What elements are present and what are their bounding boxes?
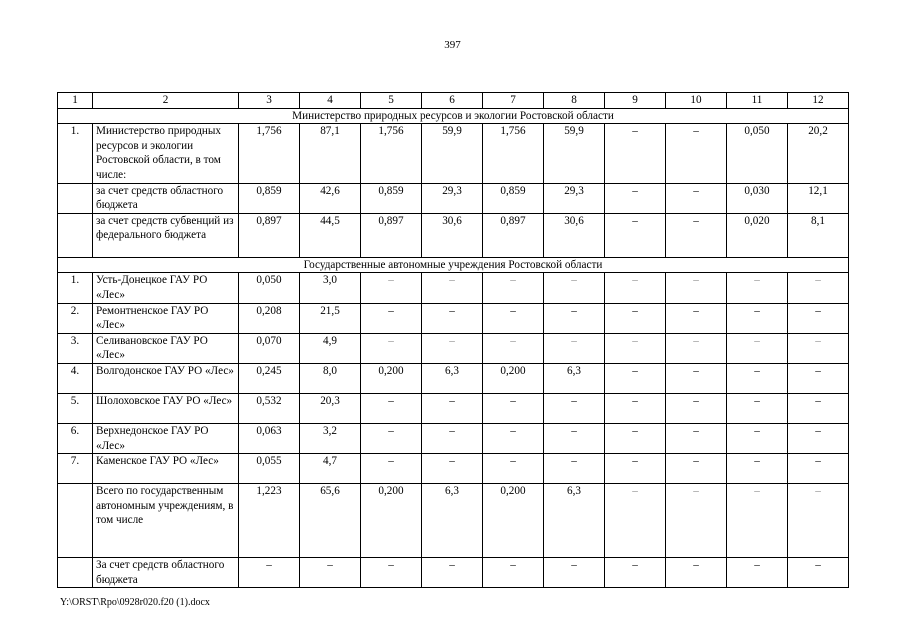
column-number-cell: 8: [544, 93, 605, 109]
value-cell: 0,200: [483, 363, 544, 393]
column-number-cell: 2: [93, 93, 239, 109]
table-row: [58, 124, 849, 183]
value-cell: –: [666, 303, 727, 333]
value-cell: –: [727, 454, 788, 484]
value-cell: 0,897: [239, 213, 300, 257]
value-cell: 87,1: [300, 124, 361, 183]
value-cell: –: [544, 454, 605, 484]
value-cell: –: [788, 363, 849, 393]
value-cell: –: [422, 558, 483, 588]
value-cell: –: [422, 303, 483, 333]
value-cell: –: [605, 183, 666, 213]
value-cell: –: [605, 273, 666, 303]
value-cell: 8,1: [788, 213, 849, 257]
table-row: [58, 183, 849, 213]
value-cell: –: [788, 333, 849, 363]
row-name: Селивановское ГАУ РО «Лес»: [93, 333, 239, 363]
row-name: Усть-Донецкое ГАУ РО «Лес»: [93, 273, 239, 303]
value-cell: 65,6: [300, 484, 361, 558]
value-cell: 0,859: [361, 183, 422, 213]
value-cell: –: [483, 333, 544, 363]
value-cell: –: [727, 303, 788, 333]
value-cell: –: [544, 273, 605, 303]
row-name: Волгодонское ГАУ РО «Лес»: [93, 363, 239, 393]
value-cell: –: [544, 558, 605, 588]
value-cell: –: [727, 333, 788, 363]
value-cell: –: [483, 303, 544, 333]
value-cell: 0,532: [239, 393, 300, 423]
column-number-cell: 3: [239, 93, 300, 109]
value-cell: –: [483, 423, 544, 453]
value-cell: –: [483, 393, 544, 423]
value-cell: –: [605, 423, 666, 453]
value-cell: 3,2: [300, 423, 361, 453]
value-cell: –: [422, 423, 483, 453]
row-name: За счет средств областного бюджета: [93, 558, 239, 588]
value-cell: 4,9: [300, 333, 361, 363]
value-cell: 30,6: [544, 213, 605, 257]
row-number: [58, 183, 93, 213]
value-cell: –: [605, 454, 666, 484]
column-number-cell: 9: [605, 93, 666, 109]
value-cell: 0,063: [239, 423, 300, 453]
value-cell: –: [727, 484, 788, 558]
value-cell: –: [605, 213, 666, 257]
value-cell: –: [544, 303, 605, 333]
value-cell: 29,3: [544, 183, 605, 213]
value-cell: –: [666, 273, 727, 303]
value-cell: 1,756: [239, 124, 300, 183]
value-cell: –: [788, 303, 849, 333]
value-cell: –: [544, 393, 605, 423]
value-cell: –: [788, 558, 849, 588]
table-row: [58, 484, 849, 558]
value-cell: –: [361, 558, 422, 588]
value-cell: 0,245: [239, 363, 300, 393]
value-cell: 30,6: [422, 213, 483, 257]
value-cell: –: [544, 333, 605, 363]
table-row: [58, 363, 849, 393]
value-cell: 1,223: [239, 484, 300, 558]
value-cell: 3,0: [300, 273, 361, 303]
value-cell: –: [666, 213, 727, 257]
value-cell: 0,200: [361, 363, 422, 393]
value-cell: –: [483, 454, 544, 484]
footer-file-path: Y:\ORST\Rpo\0928r020.f20 (1).docx: [60, 597, 210, 608]
table-row: [58, 273, 849, 303]
value-cell: –: [666, 484, 727, 558]
value-cell: –: [666, 423, 727, 453]
row-number: [58, 484, 93, 558]
value-cell: –: [788, 423, 849, 453]
row-name: Верхнедонское ГАУ РО «Лес»: [93, 423, 239, 453]
value-cell: –: [727, 273, 788, 303]
value-cell: 20,3: [300, 393, 361, 423]
table-row: [58, 303, 849, 333]
value-cell: –: [666, 363, 727, 393]
value-cell: 21,5: [300, 303, 361, 333]
row-number: 6.: [58, 423, 93, 453]
table-row: [58, 213, 849, 257]
page-number: 397: [444, 39, 461, 51]
column-number-cell: 10: [666, 93, 727, 109]
value-cell: –: [666, 393, 727, 423]
value-cell: –: [727, 393, 788, 423]
section-title: Министерство природных ресурсов и экологии Ростовской области: [58, 108, 849, 124]
row-name: Ремонтненское ГАУ РО «Лес»: [93, 303, 239, 333]
value-cell: 0,050: [239, 273, 300, 303]
table-row: [58, 558, 849, 588]
table-row: [58, 423, 849, 453]
value-cell: –: [361, 333, 422, 363]
value-cell: –: [300, 558, 361, 588]
row-name: за счет средств областного бюджета: [93, 183, 239, 213]
row-number: 4.: [58, 363, 93, 393]
value-cell: 0,859: [239, 183, 300, 213]
row-number: 5.: [58, 393, 93, 423]
value-cell: 0,030: [727, 183, 788, 213]
column-number-row: [58, 93, 849, 109]
value-cell: 1,756: [361, 124, 422, 183]
value-cell: –: [605, 333, 666, 363]
column-number-cell: 12: [788, 93, 849, 109]
value-cell: 0,050: [727, 124, 788, 183]
section-title-row: [58, 257, 849, 273]
table-row: [58, 333, 849, 363]
table-row: [58, 393, 849, 423]
value-cell: –: [422, 393, 483, 423]
value-cell: 0,859: [483, 183, 544, 213]
value-cell: –: [788, 484, 849, 558]
value-cell: 4,7: [300, 454, 361, 484]
section-title-row: [58, 108, 849, 124]
value-cell: 0,070: [239, 333, 300, 363]
row-number: 1.: [58, 124, 93, 183]
value-cell: 29,3: [422, 183, 483, 213]
section-title: Государственные автономные учреждения Ростовской области: [58, 257, 849, 273]
value-cell: 6,3: [544, 363, 605, 393]
value-cell: –: [483, 273, 544, 303]
value-cell: –: [361, 273, 422, 303]
value-cell: 6,3: [422, 363, 483, 393]
column-number-cell: 11: [727, 93, 788, 109]
value-cell: –: [666, 124, 727, 183]
row-name: Шолоховское ГАУ РО «Лес»: [93, 393, 239, 423]
row-name: Министерство природных ресурсов и экологии Ростовской области, в том числе:: [93, 124, 239, 183]
value-cell: –: [605, 484, 666, 558]
data-table: [57, 92, 849, 588]
value-cell: 59,9: [422, 124, 483, 183]
value-cell: –: [788, 393, 849, 423]
row-number: 7.: [58, 454, 93, 484]
row-number: 2.: [58, 303, 93, 333]
value-cell: 12,1: [788, 183, 849, 213]
value-cell: –: [666, 454, 727, 484]
value-cell: –: [666, 183, 727, 213]
value-cell: –: [361, 454, 422, 484]
value-cell: 0,020: [727, 213, 788, 257]
value-cell: –: [788, 454, 849, 484]
value-cell: –: [483, 558, 544, 588]
value-cell: –: [666, 558, 727, 588]
value-cell: 0,055: [239, 454, 300, 484]
column-number-cell: 1: [58, 93, 93, 109]
value-cell: 59,9: [544, 124, 605, 183]
value-cell: –: [605, 393, 666, 423]
value-cell: –: [666, 333, 727, 363]
column-number-cell: 6: [422, 93, 483, 109]
value-cell: –: [239, 558, 300, 588]
value-cell: 8,0: [300, 363, 361, 393]
row-name: за счет средств субвенций из федерального бюджета: [93, 213, 239, 257]
column-number-cell: 4: [300, 93, 361, 109]
value-cell: –: [422, 454, 483, 484]
value-cell: 6,3: [422, 484, 483, 558]
value-cell: 0,897: [361, 213, 422, 257]
value-cell: –: [422, 273, 483, 303]
value-cell: 44,5: [300, 213, 361, 257]
row-number: [58, 558, 93, 588]
row-number: [58, 213, 93, 257]
value-cell: –: [727, 558, 788, 588]
table-row: [58, 454, 849, 484]
value-cell: 0,200: [483, 484, 544, 558]
value-cell: –: [361, 423, 422, 453]
value-cell: 42,6: [300, 183, 361, 213]
value-cell: 0,208: [239, 303, 300, 333]
value-cell: –: [605, 303, 666, 333]
value-cell: 0,897: [483, 213, 544, 257]
value-cell: –: [361, 393, 422, 423]
value-cell: –: [544, 423, 605, 453]
column-number-cell: 7: [483, 93, 544, 109]
value-cell: 0,200: [361, 484, 422, 558]
value-cell: –: [727, 363, 788, 393]
value-cell: –: [727, 423, 788, 453]
row-name: Каменское ГАУ РО «Лес»: [93, 454, 239, 484]
row-number: 3.: [58, 333, 93, 363]
value-cell: 6,3: [544, 484, 605, 558]
value-cell: –: [605, 124, 666, 183]
value-cell: –: [605, 363, 666, 393]
value-cell: 20,2: [788, 124, 849, 183]
value-cell: –: [605, 558, 666, 588]
row-name: Всего по государственным автономным учреждениям, в том числе: [93, 484, 239, 558]
column-number-cell: 5: [361, 93, 422, 109]
value-cell: –: [422, 333, 483, 363]
value-cell: –: [361, 303, 422, 333]
value-cell: –: [788, 273, 849, 303]
row-number: 1.: [58, 273, 93, 303]
value-cell: 1,756: [483, 124, 544, 183]
